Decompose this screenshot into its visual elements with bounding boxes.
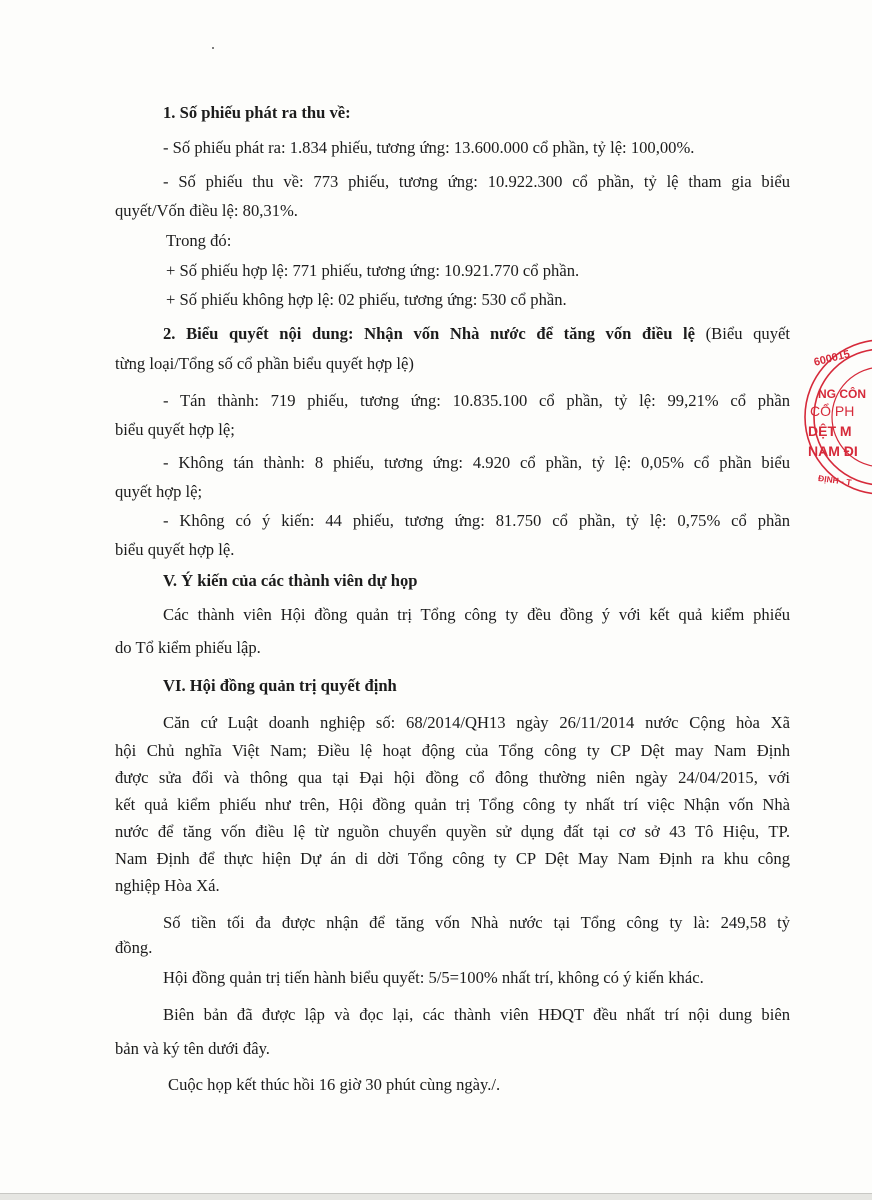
returned-ballots-line-1: - Số phiếu thu về: 773 phiếu, tương ứng: 10.922.300 cổ phần, tỷ lệ tham gia biểu [163, 172, 790, 191]
no-opinion-line-2: biểu quyết hợp lệ. [115, 540, 235, 559]
svg-text:NG CÔN: NG CÔN [818, 387, 866, 401]
approve-line-1: - Tán thành: 719 phiếu, tương ứng: 10.835.100 cổ phần, tỷ lệ: 99,21% cổ phần [163, 391, 790, 410]
decision-paragraph-line: nghiệp Hòa Xá. [115, 876, 220, 895]
minutes-line-1: Biên bản đã được lập và đọc lại, các thành viên HĐQT đều nhất trí nội dung biên [163, 1005, 790, 1024]
section-1-heading: 1. Số phiếu phát ra thu về: [163, 103, 351, 122]
section-v-heading: V. Ý kiến của các thành viên dự họp [163, 571, 418, 590]
meeting-end-line: Cuộc họp kết thúc hồi 16 giờ 30 phút cùng ngày./. [168, 1075, 501, 1094]
svg-text:NAM ĐI: NAM ĐI [808, 443, 858, 459]
decision-paragraph-line: nước để tăng vốn điều lệ từ nguồn chuyển quyền sử dụng đất tại cơ sở 43 Tô Hiệu, TP. [115, 822, 790, 841]
valid-ballots-line: + Số phiếu hợp lệ: 771 phiếu, tương ứng: 10.921.770 cổ phần. [166, 261, 580, 280]
decision-paragraph-line: Nam Định để thực hiện Dự án di dời Tổng công ty CP Dệt May Nam Định ra khu công [115, 849, 790, 868]
minutes-line-2: bản và ký tên dưới đây. [115, 1039, 270, 1058]
returned-ballots-line-2: quyết/Vốn điều lệ: 80,31%. [115, 201, 298, 220]
svg-text:ĐỊNH - T: ĐỊNH - T [817, 472, 853, 488]
section-2-heading [163, 324, 790, 344]
section-v-line-2: do Tổ kiểm phiếu lập. [115, 638, 261, 657]
svg-text:CỔ PH: CỔ PH [810, 403, 855, 419]
scan-bottom-edge-line [0, 1193, 872, 1194]
disapprove-line-2: quyết hợp lệ; [115, 482, 203, 501]
section-2-heading-bold: 2. Biểu quyết nội dung: Nhận vốn Nhà nước để tăng vốn điều lệ [163, 324, 696, 343]
section-v-line-1: Các thành viên Hội đồng quản trị Tổng công ty đều đồng ý với kết quả kiểm phiếu [163, 605, 790, 624]
company-seal [796, 336, 872, 498]
board-vote-line: Hội đồng quản trị tiến hành biểu quyết: 5/5=100% nhất trí, không có ý kiến khác. [163, 968, 704, 987]
decision-paragraph-line: hội Chủ nghĩa Việt Nam; Điều lệ hoạt động của Tổng công ty CP Dệt may Nam Định [115, 741, 790, 760]
svg-text:DỆT M: DỆT M [808, 423, 852, 439]
of-which-label: Trong đó: [166, 231, 232, 250]
section-vi-heading: VI. Hội đồng quản trị quyết định [163, 676, 397, 695]
decision-paragraph-line: Căn cứ Luật doanh nghiệp số: 68/2014/QH13 ngày 26/11/2014 nước Cộng hòa Xã [163, 713, 790, 732]
decision-paragraph-line: kết quả kiểm phiếu như trên, Hội đồng quản trị Tổng công ty nhất trí việc Nhận vốn Nhà [115, 795, 790, 814]
scan-bottom-edge [0, 1193, 872, 1200]
capital-amount-line-2: đồng. [115, 938, 153, 957]
decision-paragraph-line: được sửa đổi và thông qua tại Đại hội đồng cổ đông thường niên ngày 24/04/2015, với [115, 768, 790, 787]
disapprove-line-1: - Không tán thành: 8 phiếu, tương ứng: 4.920 cổ phần, tỷ lệ: 0,05% cổ phần biểu [163, 453, 790, 472]
approve-line-2: biểu quyết hợp lệ; [115, 420, 235, 439]
capital-amount-line-1: Số tiền tối đa được nhận để tăng vốn Nhà nước tại Tổng công ty là: 249,58 tỷ [163, 913, 790, 932]
section-2-heading-rest: (Biểu quyết [695, 324, 790, 343]
scan-speck [212, 47, 214, 49]
invalid-ballots-line: + Số phiếu không hợp lệ: 02 phiếu, tương ứng: 530 cổ phần. [166, 290, 567, 309]
section-2-heading-line-2: từng loại/Tổng số cổ phần biểu quyết hợp lệ) [115, 354, 414, 373]
issued-ballots-line: - Số phiếu phát ra: 1.834 phiếu, tương ứng: 13.600.000 cổ phần, tỷ lệ: 100,00%. [163, 138, 695, 157]
svg-text:600015: 600015 [812, 348, 852, 369]
no-opinion-line-1: - Không có ý kiến: 44 phiếu, tương ứng: 81.750 cổ phần, tỷ lệ: 0,75% cổ phần [163, 511, 790, 530]
